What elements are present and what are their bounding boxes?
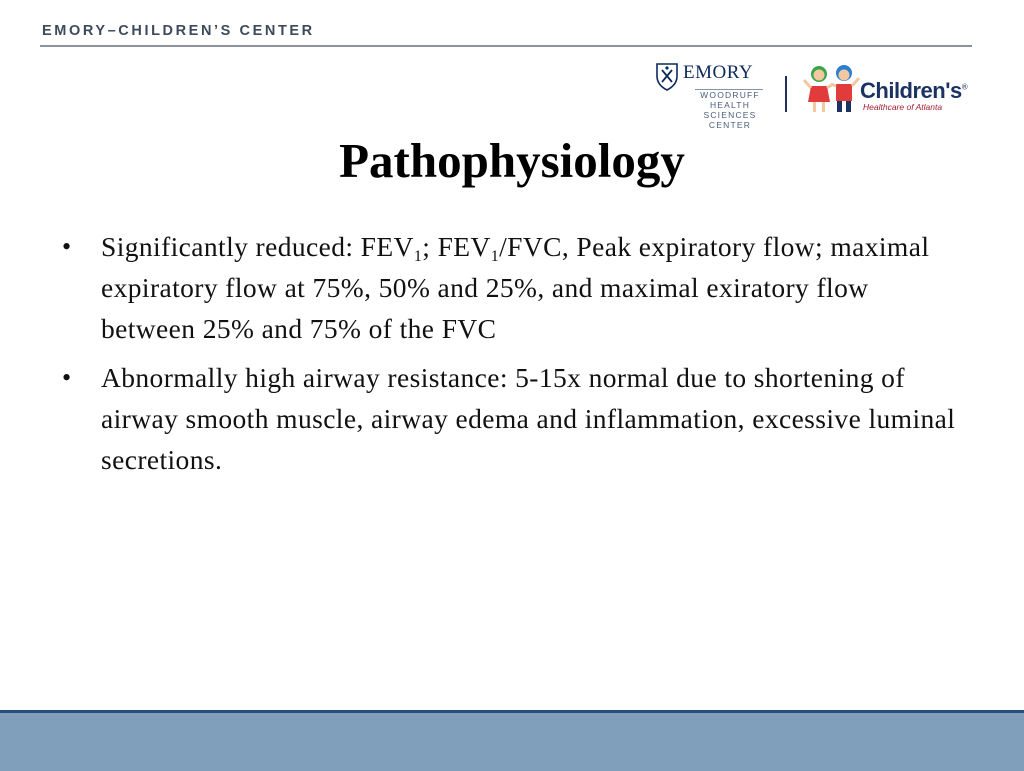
org-header-label: EMORY–CHILDREN’S CENTER	[42, 23, 315, 39]
childrens-tagline: Healthcare of Atlanta	[863, 102, 943, 112]
footer-band	[0, 710, 1024, 771]
kids-figure-icon	[802, 62, 862, 114]
emory-subtitle	[695, 90, 765, 130]
emory-shield-icon	[655, 62, 679, 92]
emory-sub-line: HEALTH	[709, 100, 751, 110]
emory-sub-line: CENTER	[708, 120, 752, 130]
emory-sub-line: WOODRUFF	[700, 90, 760, 100]
emory-logo	[655, 60, 770, 132]
bullet-item	[62, 357, 962, 480]
emory-wordmark: EMORY	[683, 62, 754, 83]
logo-separator	[785, 76, 787, 112]
bullet-dot-icon: •	[62, 232, 72, 261]
emory-sub-line: SCIENCES	[703, 110, 757, 120]
bullet-text: Abnormally high airway resistance: 5-15x normal due to shortening of airway smooth muscle, airway edema and inflammation, excessive luminal secretions.	[101, 362, 956, 475]
childrens-wordmark: Children's®	[860, 78, 968, 103]
bullet-item	[62, 226, 962, 349]
childrens-logo	[800, 60, 975, 115]
bullet-text: Significantly reduced: $FEV_1$; $FEV_1$/FVC, Peak expiratory flow; maximal expiratory flow at 75%, 50% and 25%, and maximal exiratory flow between 25% and 75% of the FVC	[101, 231, 930, 344]
bullet-list	[62, 226, 962, 488]
bullet-dot-icon: •	[62, 363, 72, 392]
header-divider	[40, 45, 972, 47]
slide-title: Pathophysiology	[339, 133, 685, 188]
